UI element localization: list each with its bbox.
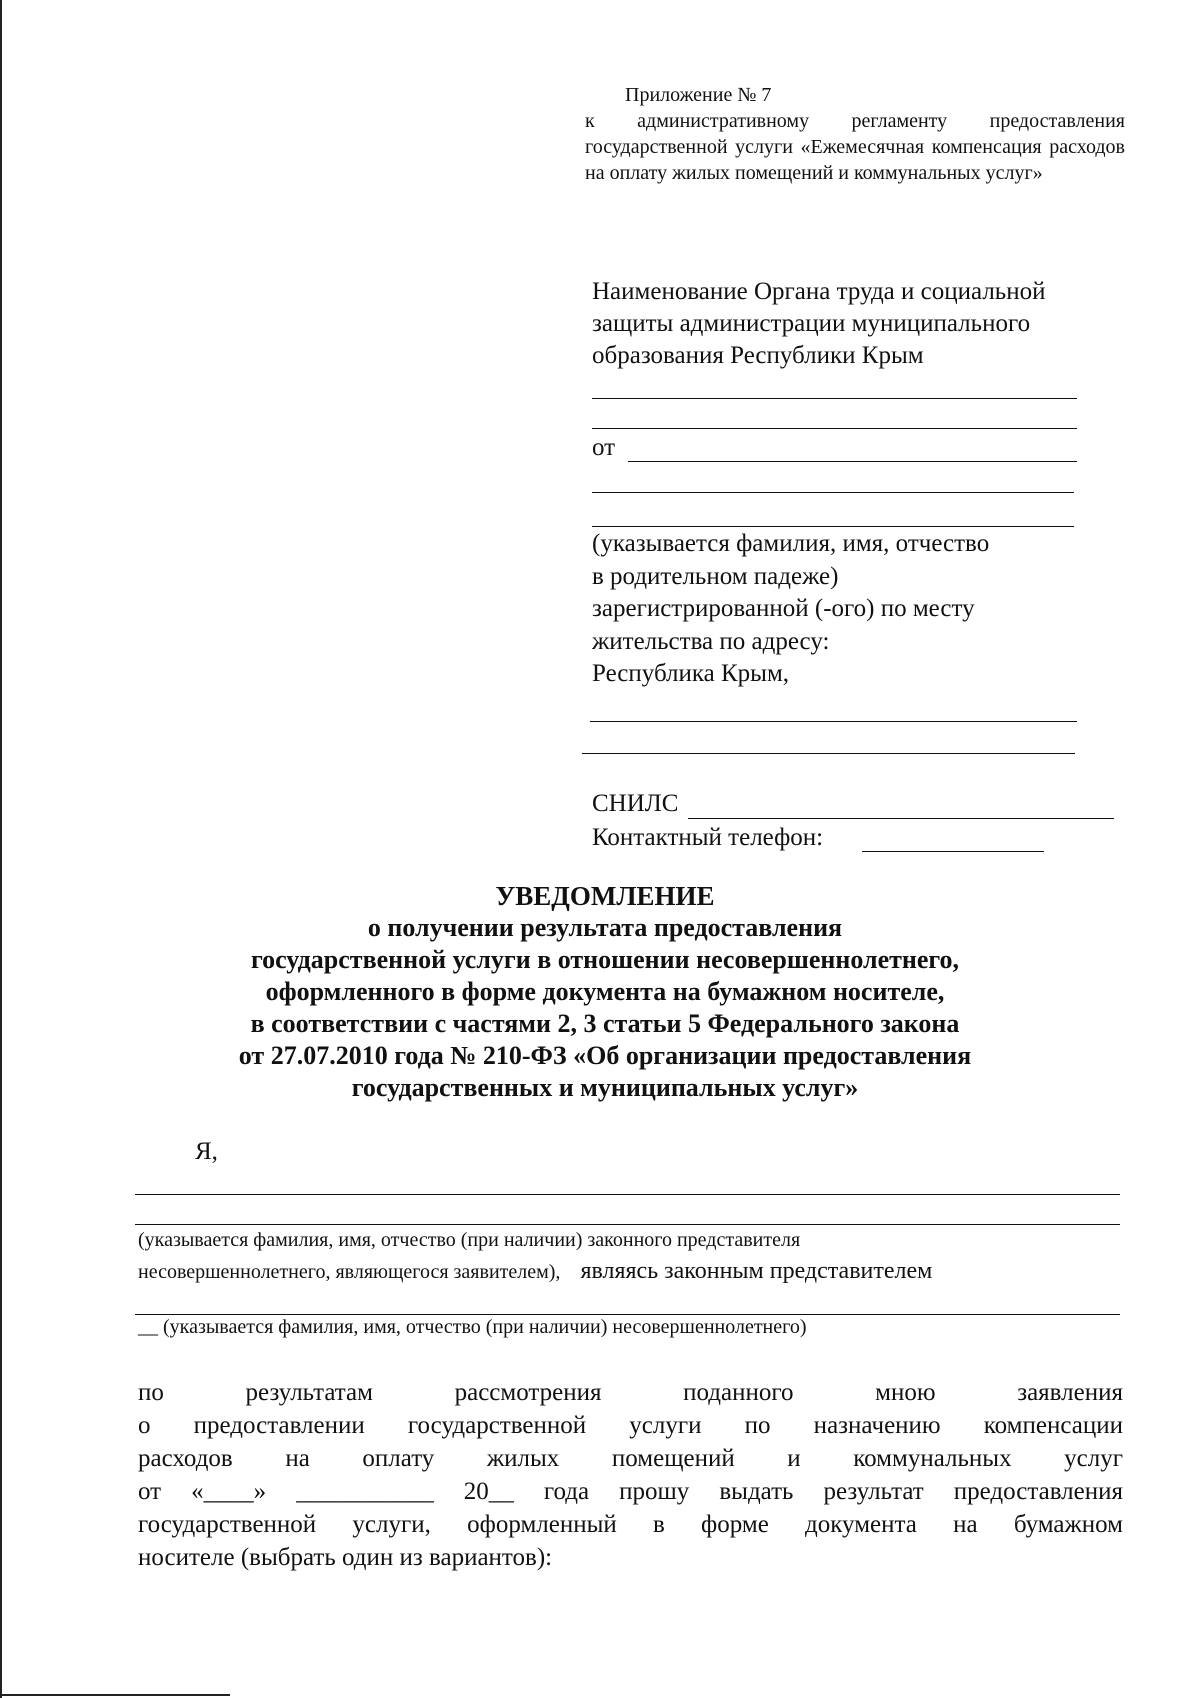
ya-label: Я, xyxy=(195,1138,218,1165)
applicant-hint-block xyxy=(592,528,1112,691)
title-line-5: от 27.07.2010 года № 210-ФЗ «Об организации предоставления xyxy=(238,1041,972,1070)
document-title xyxy=(100,880,1110,1104)
title-line-1: о получении результата предоставления xyxy=(367,913,843,942)
rep-hint-line-1: (указывается фамилия, имя, отчество (при наличии) законного представителя xyxy=(138,1229,801,1251)
registered-line-1: зарегистрированной (-ого) по месту xyxy=(592,595,975,622)
appendix-header xyxy=(585,82,1125,186)
minor-prefix: __ xyxy=(138,1316,158,1338)
registered-line-2: жительства по адресу: xyxy=(592,627,830,655)
request-paragraph xyxy=(138,1376,1123,1574)
snils-blank-line[interactable] xyxy=(688,818,1114,819)
from-label: от xyxy=(592,434,616,461)
phone-blank-line[interactable] xyxy=(862,851,1044,852)
title-line-3: оформленного в форме документа на бумажном носителе, xyxy=(265,977,945,1006)
rep-hint-line-2: несовершеннолетнего, являющегося заявителем), xyxy=(138,1261,561,1283)
appendix-number: Приложение № 7 xyxy=(625,84,772,106)
rep-hint-line-2-tail: являясь законным представителем xyxy=(580,1258,933,1284)
body-line-6: носителе (выбрать один из вариантов): xyxy=(138,1544,553,1571)
rep-hint-line-2-row xyxy=(138,1258,932,1285)
body-line-4: от «____» ___________ 20__ года прошу выдать результат предоставления xyxy=(138,1478,1123,1505)
address-blank-line-2[interactable] xyxy=(582,753,1075,754)
addressee-organ: Наименование Органа труда и социальной защиты администрации муниципального образования Республики Крым xyxy=(592,278,1046,369)
body-line-5: государственной услуги, оформленный в форме документа на бумажном xyxy=(138,1511,1123,1538)
body-line-1: по результатам рассмотрения поданного мною заявления xyxy=(138,1379,1123,1406)
snils-label: СНИЛС xyxy=(592,790,679,817)
title-line-6: государственных и муниципальных услуг» xyxy=(351,1073,859,1102)
name-hint-line-2: в родительном падеже) xyxy=(592,562,839,590)
organ-blank-line-2[interactable] xyxy=(592,428,1077,429)
from-blank-line-2[interactable] xyxy=(592,492,1074,493)
phone-label: Контактный телефон: xyxy=(592,824,824,851)
organ-blank-line-1[interactable] xyxy=(592,398,1077,399)
title-line-2: государственной услуги в отношении несовершеннолетнего, xyxy=(250,945,960,974)
scan-edge-bottom xyxy=(0,1694,230,1696)
minor-hint: (указывается фамилия, имя, отчество (при наличии) несовершеннолетнего) xyxy=(163,1316,807,1338)
appendix-text: к административному регламенту предоставления государственной услуги «Ежемесячная компенсация расходов на оплату жилых помещений и коммунальных услуг» xyxy=(585,110,1125,184)
from-blank-line[interactable] xyxy=(628,461,1077,462)
title-main: УВЕДОМЛЕНИЕ xyxy=(495,881,715,911)
name-hint-line-1: (указывается фамилия, имя, отчество xyxy=(592,530,990,557)
minor-name-blank-line[interactable] xyxy=(135,1314,1120,1315)
body-line-3: расходов на оплату жилых помещений и коммунальных услуг xyxy=(138,1445,1123,1472)
from-blank-line-3[interactable] xyxy=(592,526,1074,527)
scan-edge-left xyxy=(0,0,2,1698)
region-text: Республика Крым, xyxy=(592,660,790,687)
title-line-4: в соответствии с частями 2, 3 статьи 5 Федерального закона xyxy=(250,1009,960,1038)
rep-name-blank-line-2[interactable] xyxy=(135,1224,1120,1225)
address-blank-line-1[interactable] xyxy=(590,721,1077,722)
rep-name-blank-line-1[interactable] xyxy=(135,1194,1120,1195)
minor-hint-row xyxy=(138,1316,807,1339)
body-line-2: о предоставлении государственной услуги по назначению компенсации xyxy=(138,1412,1123,1439)
